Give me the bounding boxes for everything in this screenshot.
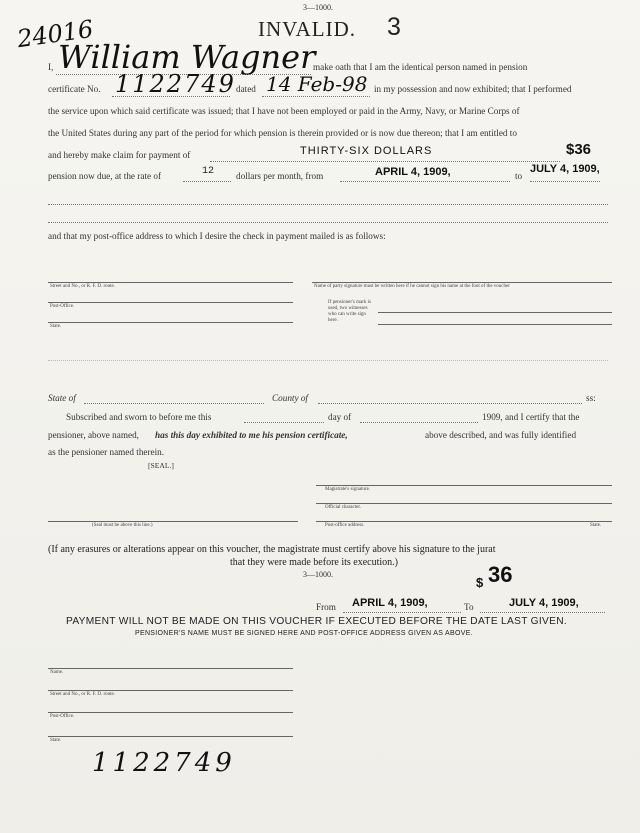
from-date: APRIL 4, 1909, <box>375 166 451 178</box>
from-date-2: APRIL 4, 1909, <box>352 597 428 609</box>
form-title: INVALID. <box>258 17 357 41</box>
street-label-2: Street and No., or R. F. D. route. <box>50 692 116 697</box>
name-instruction: PENSIONER'S NAME MUST BE SIGNED HERE AND POST-OFFICE ADDRESS GIVEN AS ABOVE. <box>135 630 473 637</box>
state-of-label: State of <box>48 393 76 403</box>
mark-note: If pensioner's mark is used, two witnesses who can write sign here. <box>328 300 371 323</box>
subscribed-prefix: Subscribed and sworn to before me this <box>66 412 212 422</box>
erasures-note-1: (If any erasures or alterations appear on this voucher, the magistrate must certify above his signature to the jurat <box>48 544 496 555</box>
certificate-number: 1122749 <box>115 70 236 98</box>
filing-number: 24016 <box>15 14 95 54</box>
claim-prefix: and hereby make claim for payment of <box>48 150 191 160</box>
oath-line-1: make oath that I am the identical person named in pension <box>313 62 528 72</box>
bottom-certificate-number: 1122749 <box>92 748 236 778</box>
payment-warning: PAYMENT WILL NOT BE MADE ON THIS VOUCHER IF EXECUTED BEFORE THE DATE LAST GIVEN. <box>66 616 568 627</box>
certificate-date: 14 Feb-98 <box>266 72 368 96</box>
magistrate-label: Magistrate's signature. <box>325 487 371 492</box>
dated-label: dated <box>236 84 256 94</box>
as-named: as the pensioner named therein. <box>48 447 165 457</box>
cert-label: certificate No. <box>48 84 101 94</box>
form-number-mid: 3—1000. <box>303 570 333 579</box>
from-label: From <box>316 602 336 612</box>
postoffice-address-label: Post-office address. <box>325 523 365 528</box>
amount-words: THIRTY-SIX DOLLARS <box>300 145 433 157</box>
to-label: to <box>515 171 523 181</box>
seal-label: [SEAL.] <box>148 461 174 470</box>
street-label: Street and No., or R. F. D. route. <box>50 284 116 289</box>
year-suffix: 1909, and I certify that the <box>482 412 580 422</box>
oath-line-2: in my possession and now exhibited; that I performed <box>374 84 572 94</box>
state-label-2: State. <box>50 738 62 743</box>
oath-line-4: the United States during any part of the period for which pension is therein provided or is now due thereon; that I am entitled to <box>48 128 517 138</box>
name-label: Name. <box>50 670 64 675</box>
official-character-label: Official character. <box>325 505 361 510</box>
dollar-sign-2: $ <box>476 575 484 590</box>
erasures-note-2: that they were made before its execution.) <box>230 557 398 568</box>
county-of-label: County of <box>272 393 308 403</box>
to-date: JULY 4, 1909, <box>530 163 600 175</box>
pensioner-signature: William Wagner <box>58 38 316 76</box>
ss-label: ss: <box>586 393 596 403</box>
identified-tail: above described, and was fully identified <box>425 430 577 440</box>
pensioner-above: pensioner, above named, <box>48 430 139 440</box>
rate-prefix: pension now due, at the rate of <box>48 171 162 181</box>
exhibited-text: has this day exhibited to me his pension certificate, <box>155 430 348 440</box>
witness-note: Name of party signature must be written here if he cannot sign his name at the foot of the voucher <box>314 284 510 289</box>
to-label-2: To <box>464 602 474 612</box>
form-title-number: 3 <box>387 13 401 41</box>
monthly-rate: 12 <box>202 166 215 177</box>
day-of-label: day of <box>328 412 352 422</box>
intro-prefix: I, <box>48 62 54 72</box>
address-line: and that my post-office address to which I desire the check in payment mailed is as follows: <box>48 231 386 241</box>
to-date-2: JULY 4, 1909, <box>509 597 579 609</box>
amount-figure-2: 36 <box>488 562 513 587</box>
form-number-top: 3—1000. <box>303 3 333 12</box>
rate-mid: dollars per month, from <box>236 171 324 181</box>
state-small-right: State. <box>590 523 602 528</box>
seal-note: (Seal must be above this line.) <box>92 523 153 528</box>
post-office-label: Post-Office. <box>50 304 75 309</box>
state-label-small: State. <box>50 324 62 329</box>
oath-line-3: the service upon which said certificate was issued; that I have not been employed or paid in the Army, Navy, or Marine Corps of <box>48 106 520 116</box>
amount-figure: $36 <box>566 141 592 158</box>
post-office-label-2: Post-Office. <box>50 714 75 719</box>
